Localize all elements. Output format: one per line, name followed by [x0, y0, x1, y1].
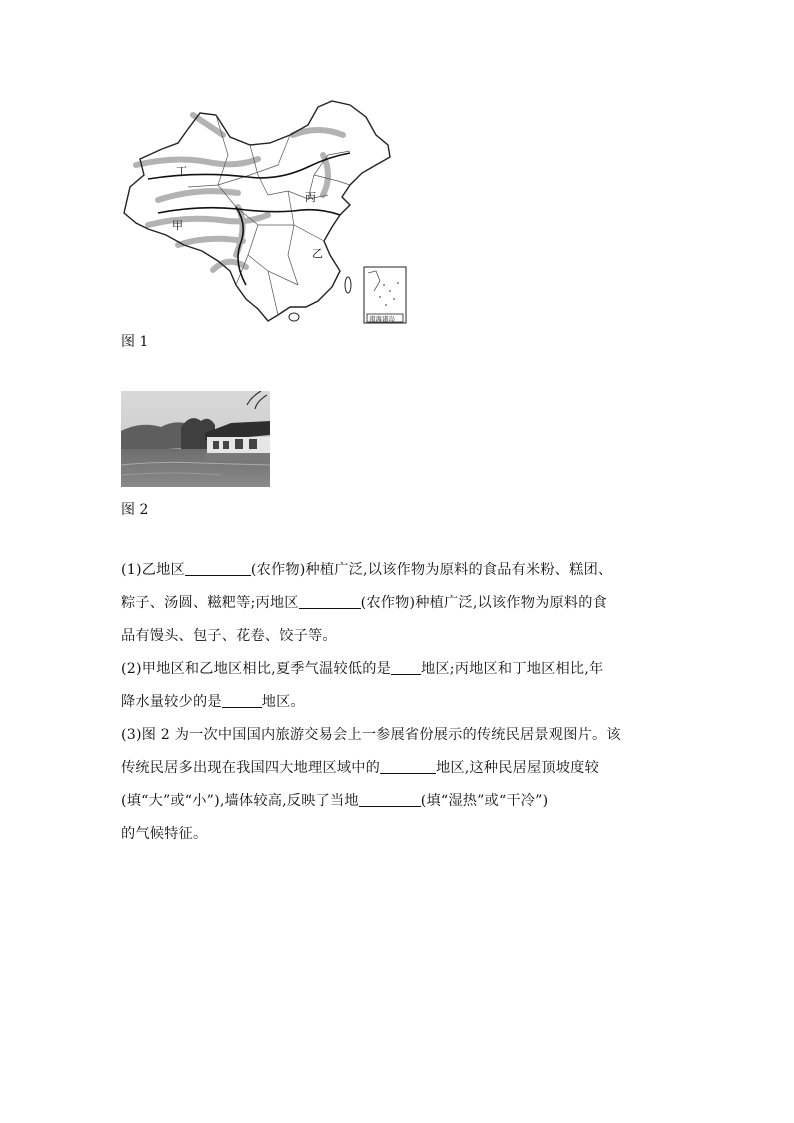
answer-blank-yi-crop[interactable] [185, 561, 251, 576]
q3-line3: (填“大”或“小”),墙体较高,反映了当地 (填“湿热”或“干冷”) [121, 793, 549, 809]
q1-line2: 粽子、汤圆、糍粑等;丙地区 (农作物)种植广泛,以该作物为原料的食 [121, 595, 608, 611]
figure1-caption: 图 1 [121, 334, 149, 350]
label-yi: 乙 [312, 247, 323, 260]
question-block [121, 554, 681, 851]
figure2-caption: 图 2 [121, 502, 149, 518]
label-ding: 丁 [176, 165, 187, 178]
water-town-photo [121, 391, 270, 487]
answer-blank-less-rain[interactable] [222, 693, 262, 708]
q1-line3: 品有馒头、包子、花卷、饺子等。 [121, 628, 337, 644]
answer-blank-lower-temp[interactable] [391, 660, 421, 675]
q3-line1: (3)图 2 为一次中国国内旅游交易会上一参展省份展示的传统民居景观图片。该 [121, 727, 621, 743]
answer-blank-bing-crop[interactable] [299, 594, 361, 609]
south-china-sea-inset [364, 267, 406, 323]
label-bing: 丙 [305, 191, 316, 204]
q1-line1: (1)乙地区 (农作物)种植广泛,以该作物为原料的食品有米粉、糕团、 [121, 562, 613, 578]
q2-line2: 降水量较少的是 地区。 [121, 694, 305, 710]
q3-line2: 传统民居多出现在我国四大地理区域中的 地区,这种民居屋顶坡度较 [121, 760, 599, 776]
china-map-figure [118, 95, 416, 327]
answer-blank-region[interactable] [380, 759, 436, 774]
inset-label: 南海诸岛 [369, 315, 395, 323]
q3-line4: 的气候特征。 [121, 826, 208, 842]
answer-blank-climate[interactable] [359, 792, 421, 807]
q2-line1: (2)甲地区和乙地区相比,夏季气温较低的是 地区;丙地区和丁地区相比,年 [121, 661, 604, 677]
label-jia: 甲 [172, 219, 183, 232]
